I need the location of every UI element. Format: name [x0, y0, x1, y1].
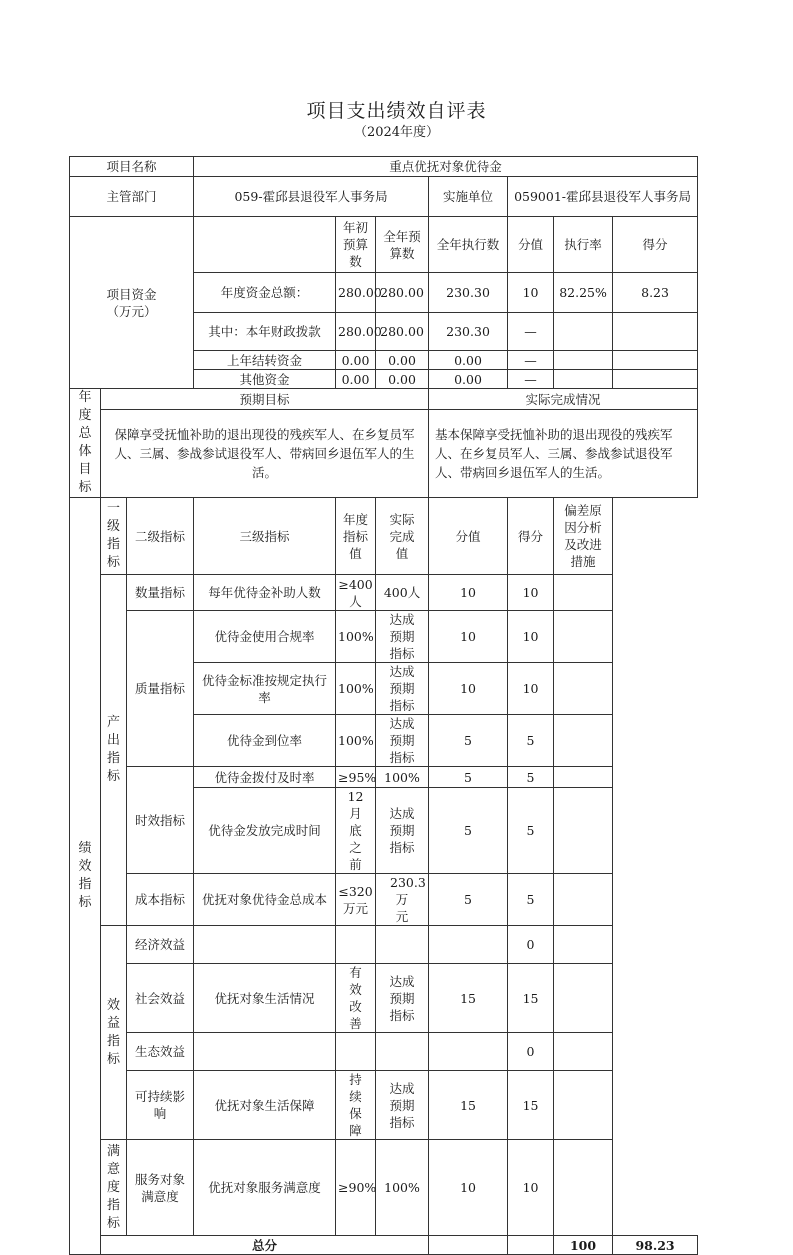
- target: ≥90%: [336, 1140, 376, 1236]
- indicator-row: [70, 767, 698, 788]
- weight: 5: [429, 874, 508, 926]
- total-label: 总分: [101, 1236, 429, 1255]
- weight: 5: [429, 767, 508, 788]
- target: ≥95%: [336, 767, 376, 788]
- funds-row-full: 280.00: [376, 313, 429, 351]
- funds-row-initial: 280.00: [336, 273, 376, 313]
- level2-quality: 质量指标: [127, 611, 194, 767]
- funds-row-full: 280.00: [376, 273, 429, 313]
- note: [554, 926, 613, 964]
- indicator-row: [70, 964, 698, 1033]
- funds-header-rate: 执行率: [554, 217, 613, 273]
- project-name-label: 项目名称: [70, 157, 194, 177]
- level2-service-satisfaction: 服务对象满意度: [127, 1140, 194, 1236]
- score: 10: [508, 663, 554, 715]
- header-level1: 一级指标: [101, 498, 127, 575]
- note: [554, 788, 613, 874]
- score: 0: [508, 926, 554, 964]
- indicator-row: [70, 1071, 698, 1140]
- actual: 达成预期指标: [376, 715, 429, 767]
- indicators-label: 绩效指标: [70, 498, 101, 1255]
- funds-row-initial: 280.00: [336, 313, 376, 351]
- actual: [376, 1033, 429, 1071]
- note: [554, 874, 613, 926]
- level3: 优抚对象生活情况: [194, 964, 336, 1033]
- indicator-row: [70, 874, 698, 926]
- score: 0: [508, 1033, 554, 1071]
- level2-cost: 成本指标: [127, 874, 194, 926]
- weight: 5: [429, 788, 508, 874]
- header-score: 得分: [508, 498, 554, 575]
- level3: 每年优待金补助人数: [194, 575, 336, 611]
- indicator-row: [70, 926, 698, 964]
- weight: 10: [429, 611, 508, 663]
- weight: [429, 1033, 508, 1071]
- score: 15: [508, 964, 554, 1033]
- dept-row: [70, 177, 698, 217]
- score: 10: [508, 575, 554, 611]
- funds-row-weight: —: [508, 351, 554, 370]
- score: 10: [508, 611, 554, 663]
- indicator-row: [70, 611, 698, 663]
- level3: [194, 926, 336, 964]
- funds-row-full: 0.00: [376, 351, 429, 370]
- weight: 5: [429, 715, 508, 767]
- level3: 优待金标准按规定执行率: [194, 663, 336, 715]
- total-row: [70, 1236, 698, 1255]
- header-target: 年度指标值: [336, 498, 376, 575]
- level2-quantity: 数量指标: [127, 575, 194, 611]
- dept-value: 059-霍邱县退役军人事务局: [194, 177, 429, 217]
- target: ≥400人: [336, 575, 376, 611]
- funds-row-rate: [554, 370, 613, 389]
- level3: 优待金到位率: [194, 715, 336, 767]
- unit-value: 059001-霍邱县退役军人事务局: [508, 177, 698, 217]
- score: 5: [508, 767, 554, 788]
- score: 5: [508, 788, 554, 874]
- funds-row-executed: 0.00: [429, 370, 508, 389]
- actual: 230.3万元: [376, 874, 429, 926]
- total-empty: [429, 1236, 508, 1255]
- dept-label: 主管部门: [70, 177, 194, 217]
- note: [554, 611, 613, 663]
- level2-sustainable: 可持续影响: [127, 1071, 194, 1140]
- target: 12月底之前: [336, 788, 376, 874]
- level3: 优待金发放完成时间: [194, 788, 336, 874]
- funds-row-name: 上年结转资金: [194, 351, 336, 370]
- score: 5: [508, 715, 554, 767]
- funds-row-rate: 82.25%: [554, 273, 613, 313]
- indicators-header-row: [70, 498, 698, 575]
- weight: 10: [429, 575, 508, 611]
- weight: 15: [429, 1071, 508, 1140]
- funds-row-initial: 0.00: [336, 370, 376, 389]
- actual: 达成预期指标: [376, 964, 429, 1033]
- indicator-row: [70, 1140, 698, 1236]
- level3: 优抚对象优待金总成本: [194, 874, 336, 926]
- funds-row-name: 年度资金总额：: [194, 273, 336, 313]
- note: [554, 575, 613, 611]
- weight: 10: [429, 663, 508, 715]
- target: 100%: [336, 611, 376, 663]
- weight: 15: [429, 964, 508, 1033]
- actual: 达成预期指标: [376, 663, 429, 715]
- target: [336, 1033, 376, 1071]
- actual: 100%: [376, 767, 429, 788]
- goals-content-row: [70, 410, 698, 498]
- note: [554, 1033, 613, 1071]
- level3: [194, 1033, 336, 1071]
- score: 5: [508, 874, 554, 926]
- funds-row-executed: 230.30: [429, 313, 508, 351]
- header-level2: 二级指标: [127, 498, 194, 575]
- level2-ecological: 生态效益: [127, 1033, 194, 1071]
- page-title: 项目支出绩效自评表: [306, 100, 487, 122]
- goals-label: 年度总体目标: [70, 389, 101, 498]
- note: [554, 1071, 613, 1140]
- funds-header-weight: 分值: [508, 217, 554, 273]
- funds-row-initial: 0.00: [336, 351, 376, 370]
- target: ≤320万元: [336, 874, 376, 926]
- header-level3: 三级指标: [194, 498, 336, 575]
- level3: 优抚对象服务满意度: [194, 1140, 336, 1236]
- goals-expected-text: 保障享受抚恤补助的退出现役的残疾军人、在乡复员军人、三属、参战参试退役军人、带病回乡退伍军人的生活。: [101, 410, 429, 498]
- funds-empty-header: [194, 217, 336, 273]
- note: [554, 663, 613, 715]
- funds-row-executed: 0.00: [429, 351, 508, 370]
- total-score: 98.23: [613, 1236, 698, 1255]
- funds-row-name: 其中：本年财政拨款: [194, 313, 336, 351]
- header-weight: 分值: [429, 498, 508, 575]
- funds-row-score: 8.23: [613, 273, 698, 313]
- actual: 达成预期指标: [376, 1071, 429, 1140]
- header-note: 偏差原因分析及改进措施: [554, 498, 613, 575]
- note: [554, 964, 613, 1033]
- unit-label: 实施单位: [429, 177, 508, 217]
- total-empty: [508, 1236, 554, 1255]
- level2-social: 社会效益: [127, 964, 194, 1033]
- funds-header-row: [70, 217, 698, 273]
- actual: 400人: [376, 575, 429, 611]
- page-subtitle: （2024年度）: [353, 125, 440, 140]
- target: 持续保障: [336, 1071, 376, 1140]
- goals-actual-header: 实际完成情况: [429, 389, 698, 410]
- funds-row-full: 0.00: [376, 370, 429, 389]
- funds-header-full: 全年预算数: [376, 217, 429, 273]
- funds-row-weight: 10: [508, 273, 554, 313]
- actual: [376, 926, 429, 964]
- funds-row-score: [613, 351, 698, 370]
- goals-actual-text: 基本保障享受抚恤补助的退出现役的残疾军人、在乡复员军人、三属、参战参试退役军人、带病回乡退伍军人的生活。: [429, 410, 698, 498]
- level2-economic: 经济效益: [127, 926, 194, 964]
- target: 100%: [336, 663, 376, 715]
- actual: 达成预期指标: [376, 788, 429, 874]
- level3: 优抚对象生活保障: [194, 1071, 336, 1140]
- indicator-row: [70, 1033, 698, 1071]
- funds-header-score: 得分: [613, 217, 698, 273]
- weight: [429, 926, 508, 964]
- funds-row-weight: —: [508, 370, 554, 389]
- level1-satisfaction: 满意度指标: [101, 1140, 127, 1236]
- total-weight: 100: [554, 1236, 613, 1255]
- indicator-row: [70, 575, 698, 611]
- funds-row-rate: [554, 313, 613, 351]
- note: [554, 1140, 613, 1236]
- actual: 100%: [376, 1140, 429, 1236]
- goals-expected-header: 预期目标: [101, 389, 429, 410]
- header-actual: 实际完成值: [376, 498, 429, 575]
- note: [554, 715, 613, 767]
- project-name-row: [70, 157, 698, 177]
- score: 10: [508, 1140, 554, 1236]
- funds-row-weight: —: [508, 313, 554, 351]
- funds-row-executed: 230.30: [429, 273, 508, 313]
- level2-timeliness: 时效指标: [127, 767, 194, 874]
- funds-row-score: [613, 313, 698, 351]
- funds-header-executed: 全年执行数: [429, 217, 508, 273]
- weight: 10: [429, 1140, 508, 1236]
- funds-row-name: 其他资金: [194, 370, 336, 389]
- target: [336, 926, 376, 964]
- score: 15: [508, 1071, 554, 1140]
- level1-benefit: 效益指标: [101, 926, 127, 1140]
- performance-table: [69, 156, 698, 1255]
- funds-label: 项目资金（万元）: [70, 217, 194, 389]
- target: 100%: [336, 715, 376, 767]
- funds-row-rate: [554, 351, 613, 370]
- target: 有效改善: [336, 964, 376, 1033]
- funds-header-initial: 年初预算数: [336, 217, 376, 273]
- level3: 优待金使用合规率: [194, 611, 336, 663]
- goals-header-row: [70, 389, 698, 410]
- actual: 达成预期指标: [376, 611, 429, 663]
- level1-output: 产出指标: [101, 575, 127, 926]
- level3: 优待金拨付及时率: [194, 767, 336, 788]
- funds-row-score: [613, 370, 698, 389]
- note: [554, 767, 613, 788]
- project-name-value: 重点优抚对象优待金: [194, 157, 698, 177]
